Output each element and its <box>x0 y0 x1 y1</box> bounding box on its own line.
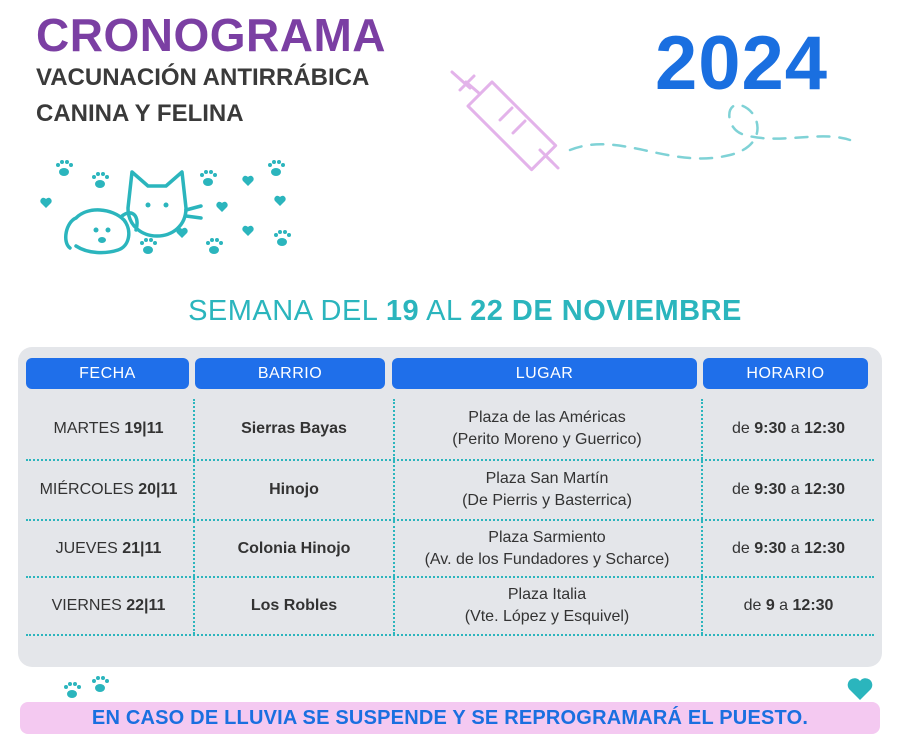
place-name: Plaza San Martín <box>485 470 609 487</box>
place-address: (De Pierris y Basterrica) <box>462 492 632 509</box>
to-label: a <box>786 420 805 437</box>
from-label: de <box>743 597 766 614</box>
cell-lugar <box>393 578 703 634</box>
header-fecha: FECHA <box>26 358 189 389</box>
date-label: 20|11 <box>138 481 178 498</box>
date-label: 21|11 <box>122 539 162 557</box>
day-label: MARTES <box>53 420 125 437</box>
from-time: 9:30 <box>754 539 787 557</box>
place-name: Plaza Italia <box>507 586 587 603</box>
place-address: (Av. de los Fundadores y Scharce) <box>424 550 670 568</box>
week-prefix: SEMANA DEL <box>188 295 386 327</box>
heart-icon <box>846 676 876 702</box>
date-label: 19|11 <box>124 420 164 437</box>
week-end: 22 DE NOVIEMBRE <box>470 295 742 327</box>
week-start: 19 <box>385 295 420 327</box>
cell-fecha <box>26 399 191 459</box>
table-row <box>26 461 874 521</box>
week-middle: AL <box>419 295 471 327</box>
cell-barrio: Sierras Bayas <box>193 399 395 459</box>
cell-barrio: Hinojo <box>193 461 395 519</box>
cell-horario <box>703 399 874 459</box>
cell-fecha <box>26 578 191 634</box>
day-label: VIERNES <box>51 597 127 614</box>
day-label: JUEVES <box>55 539 123 557</box>
paw-icon <box>56 160 291 254</box>
table-row <box>26 578 874 636</box>
syringe-icon <box>440 60 860 190</box>
to-label: a <box>786 481 805 498</box>
from-label: de <box>732 481 755 498</box>
to-time: 12:30 <box>804 420 845 437</box>
from-time: 9 <box>765 597 775 614</box>
to-label: a <box>774 597 793 614</box>
cell-barrio: Colonia Hinojo <box>193 521 395 576</box>
from-label: de <box>732 420 755 437</box>
cell-horario <box>703 461 874 519</box>
table-row <box>26 521 874 578</box>
from-time: 9:30 <box>754 481 787 498</box>
cell-lugar <box>393 521 703 576</box>
cell-barrio: Los Robles <box>193 578 395 634</box>
cat-dog-icon <box>36 150 306 265</box>
from-time: 9:30 <box>754 420 787 437</box>
page-title: CRONOGRAMA <box>36 9 386 61</box>
subtitle-line-1: VACUNACIÓN ANTIRRÁBICA <box>36 64 370 91</box>
paw-icon <box>58 672 118 702</box>
cell-horario <box>703 578 874 634</box>
cell-fecha <box>26 521 191 576</box>
header-lugar: LUGAR <box>392 358 697 389</box>
cell-lugar <box>393 461 703 519</box>
table-row <box>26 399 874 461</box>
from-label: de <box>732 539 755 557</box>
rain-notice: EN CASO DE LLUVIA SE SUSPENDE Y SE REPROGRAMARÁ EL PUESTO. <box>20 702 880 734</box>
day-label: MIÉRCOLES <box>39 481 139 498</box>
cell-fecha <box>26 461 191 519</box>
to-label: a <box>786 539 805 557</box>
to-time: 12:30 <box>804 539 845 557</box>
date-label: 22|11 <box>126 597 166 614</box>
cell-lugar <box>393 399 703 459</box>
cell-horario <box>703 521 874 576</box>
to-time: 12:30 <box>792 597 834 614</box>
week-heading <box>0 295 900 328</box>
place-name: Plaza de las Américas <box>468 409 626 426</box>
header-horario: HORARIO <box>703 358 868 389</box>
header-barrio: BARRIO <box>195 358 385 389</box>
place-address: (Vte. López y Esquivel) <box>464 608 630 625</box>
place-name: Plaza Sarmiento <box>488 528 606 546</box>
to-time: 12:30 <box>804 481 845 498</box>
subtitle-line-2: CANINA Y FELINA <box>36 100 244 127</box>
place-address: (Perito Moreno y Guerrico) <box>452 431 642 448</box>
year-label: 2024 <box>655 21 829 106</box>
